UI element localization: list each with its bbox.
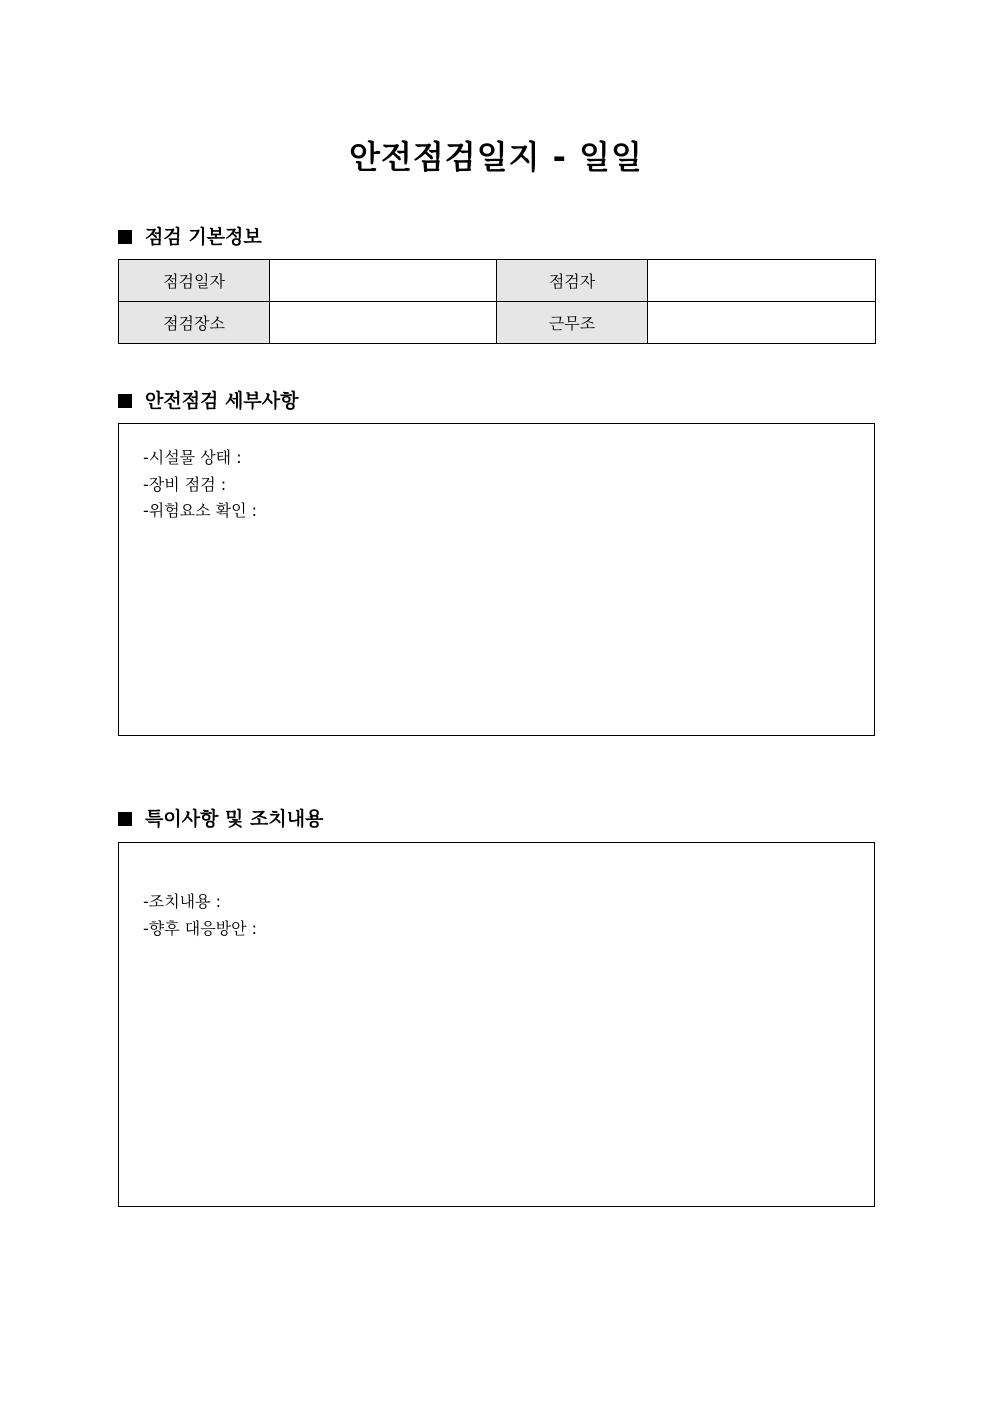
square-bullet-icon bbox=[118, 394, 132, 408]
section-heading-label: 안전점검 세부사항 bbox=[145, 390, 299, 412]
details-box[interactable] bbox=[118, 423, 875, 736]
action-taken-line: -조치내용 : bbox=[143, 892, 222, 911]
inspection-date-label: 점검일자 bbox=[119, 260, 270, 302]
work-shift-label: 근무조 bbox=[497, 302, 648, 344]
risk-check-line: -위험요소 확인 : bbox=[143, 501, 258, 520]
section-heading-notes bbox=[118, 804, 323, 831]
section-heading-label: 특이사항 및 조치내용 bbox=[145, 808, 324, 830]
work-shift-field[interactable] bbox=[648, 302, 876, 344]
inspection-location-field[interactable] bbox=[270, 302, 497, 344]
table-row bbox=[119, 302, 876, 344]
section-heading-details bbox=[118, 386, 298, 413]
page-title: 안전점검일지 - 일일 bbox=[349, 138, 643, 176]
inspection-date-field[interactable] bbox=[270, 260, 497, 302]
equipment-check-line: -장비 점검 : bbox=[143, 475, 227, 494]
table-row bbox=[119, 260, 876, 302]
future-plan-line: -향후 대응방안 : bbox=[143, 919, 258, 938]
square-bullet-icon bbox=[118, 812, 132, 826]
facility-status-line: -시설물 상태 : bbox=[143, 448, 242, 467]
square-bullet-icon bbox=[118, 230, 132, 244]
basic-info-table bbox=[118, 259, 876, 344]
inspector-label: 점검자 bbox=[497, 260, 648, 302]
inspection-location-label: 점검장소 bbox=[119, 302, 270, 344]
section-heading-label: 점검 기본정보 bbox=[145, 226, 262, 248]
section-heading-basic-info bbox=[118, 222, 262, 249]
inspector-field[interactable] bbox=[648, 260, 876, 302]
notes-box[interactable] bbox=[118, 842, 875, 1207]
